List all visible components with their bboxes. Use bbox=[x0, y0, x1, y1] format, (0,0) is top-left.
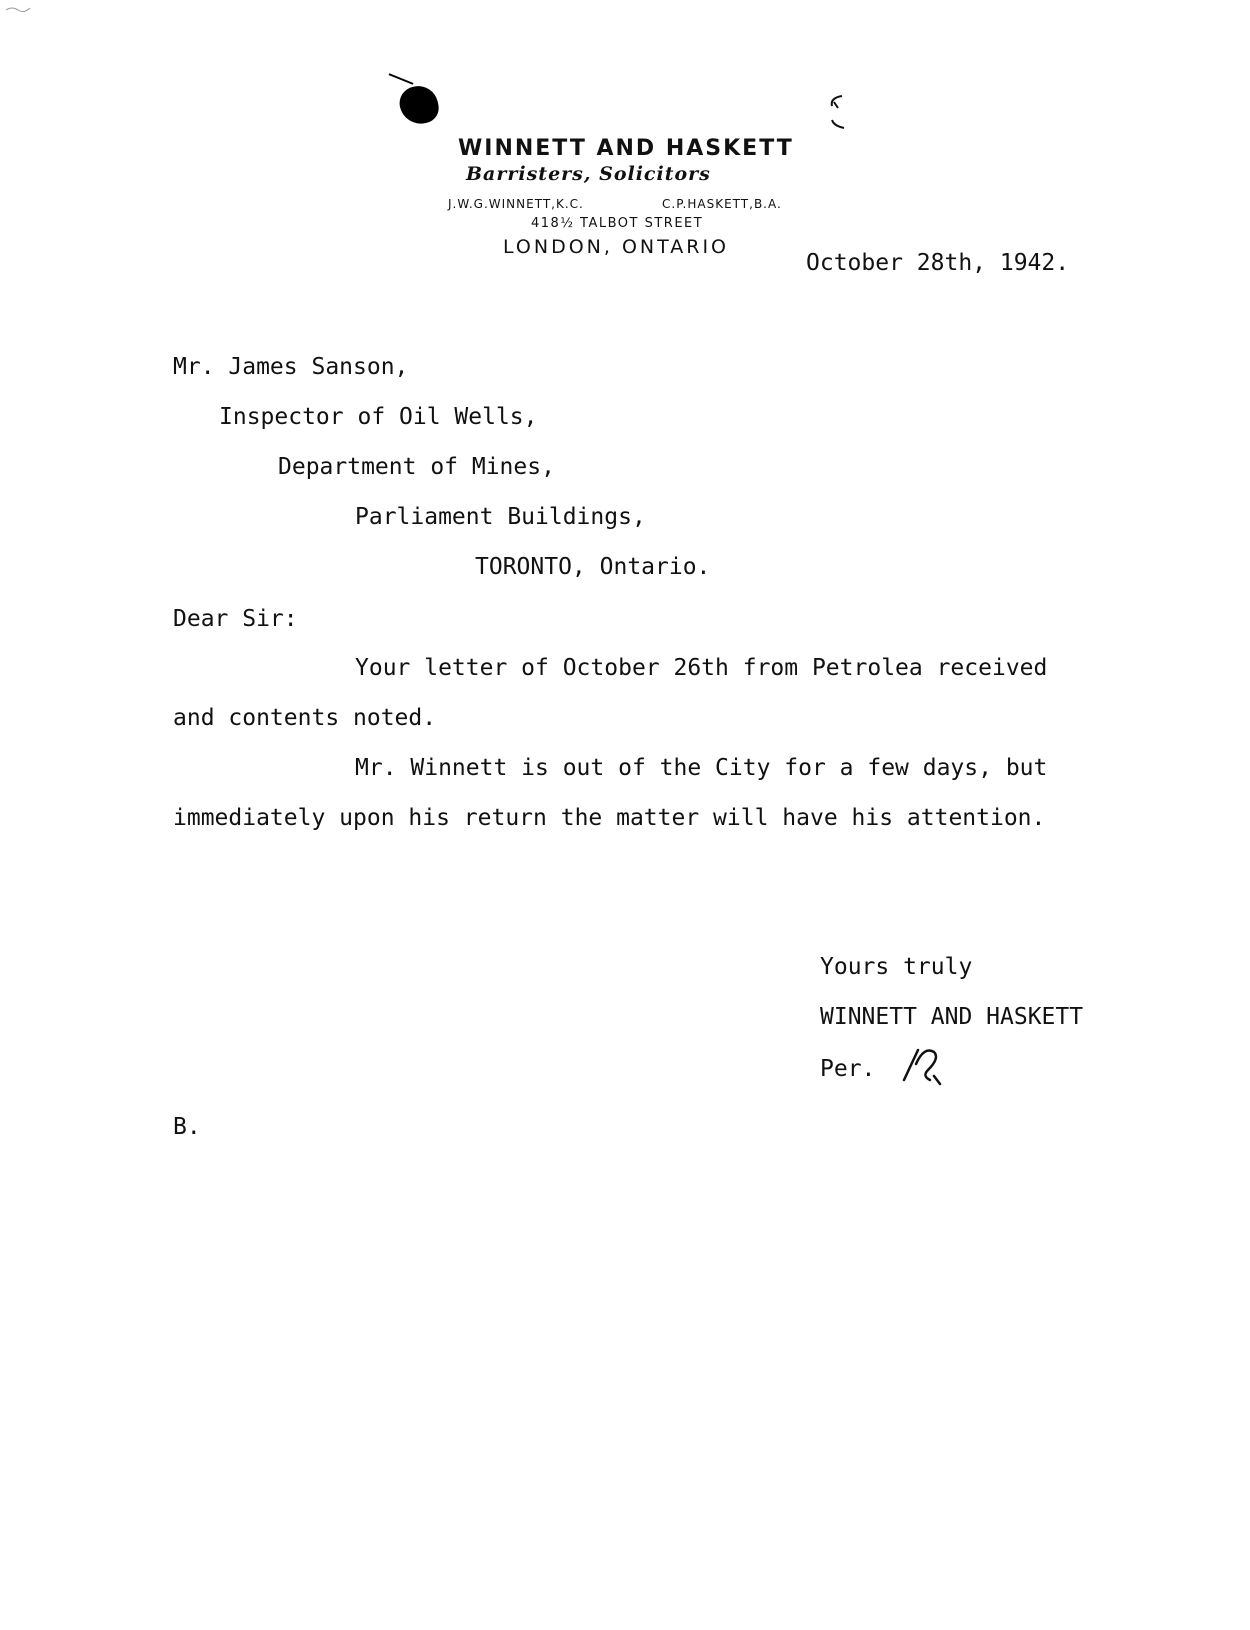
corner-mark-icon bbox=[824, 92, 848, 132]
ink-blot-tail bbox=[389, 73, 414, 85]
corner-scribble-icon bbox=[4, 4, 34, 14]
letterhead-subtitle: Barristers, Solicitors bbox=[466, 163, 711, 185]
recipient-city: TORONTO, Ontario. bbox=[475, 554, 711, 580]
letterhead-partner-left: J.W.G.WINNETT,K.C. bbox=[448, 197, 584, 211]
recipient-name: Mr. James Sanson, bbox=[173, 354, 409, 380]
body-paragraph-2-line-2: immediately upon his return the matter will have his attention. bbox=[173, 805, 1046, 831]
recipient-building: Parliament Buildings, bbox=[355, 504, 646, 530]
letterhead-street: 418½ TALBOT STREET bbox=[531, 216, 704, 231]
recipient-department: Department of Mines, bbox=[278, 454, 555, 480]
closing-firm: WINNETT AND HASKETT bbox=[820, 1004, 1084, 1030]
closing-valediction: Yours truly bbox=[820, 954, 973, 980]
closing-per: Per. bbox=[820, 1056, 876, 1082]
letterhead-firm-name: WINNETT AND HASKETT bbox=[458, 136, 794, 161]
body-paragraph-2-line-1: Mr. Winnett is out of the City for a few days, but bbox=[355, 755, 1048, 781]
salutation: Dear Sir: bbox=[173, 606, 298, 632]
ink-blot bbox=[396, 82, 441, 127]
letter-date: October 28th, 1942. bbox=[806, 250, 1070, 276]
body-paragraph-1-line-2: and contents noted. bbox=[173, 705, 437, 731]
recipient-title: Inspector of Oil Wells, bbox=[219, 404, 538, 430]
letterhead-city: LONDON, ONTARIO bbox=[503, 236, 730, 258]
typist-initials: B. bbox=[173, 1114, 201, 1140]
handwritten-signature bbox=[900, 1040, 952, 1092]
letterhead-partner-right: C.P.HASKETT,B.A. bbox=[662, 197, 782, 211]
body-paragraph-1-line-1: Your letter of October 26th from Petrolea received bbox=[355, 655, 1048, 681]
